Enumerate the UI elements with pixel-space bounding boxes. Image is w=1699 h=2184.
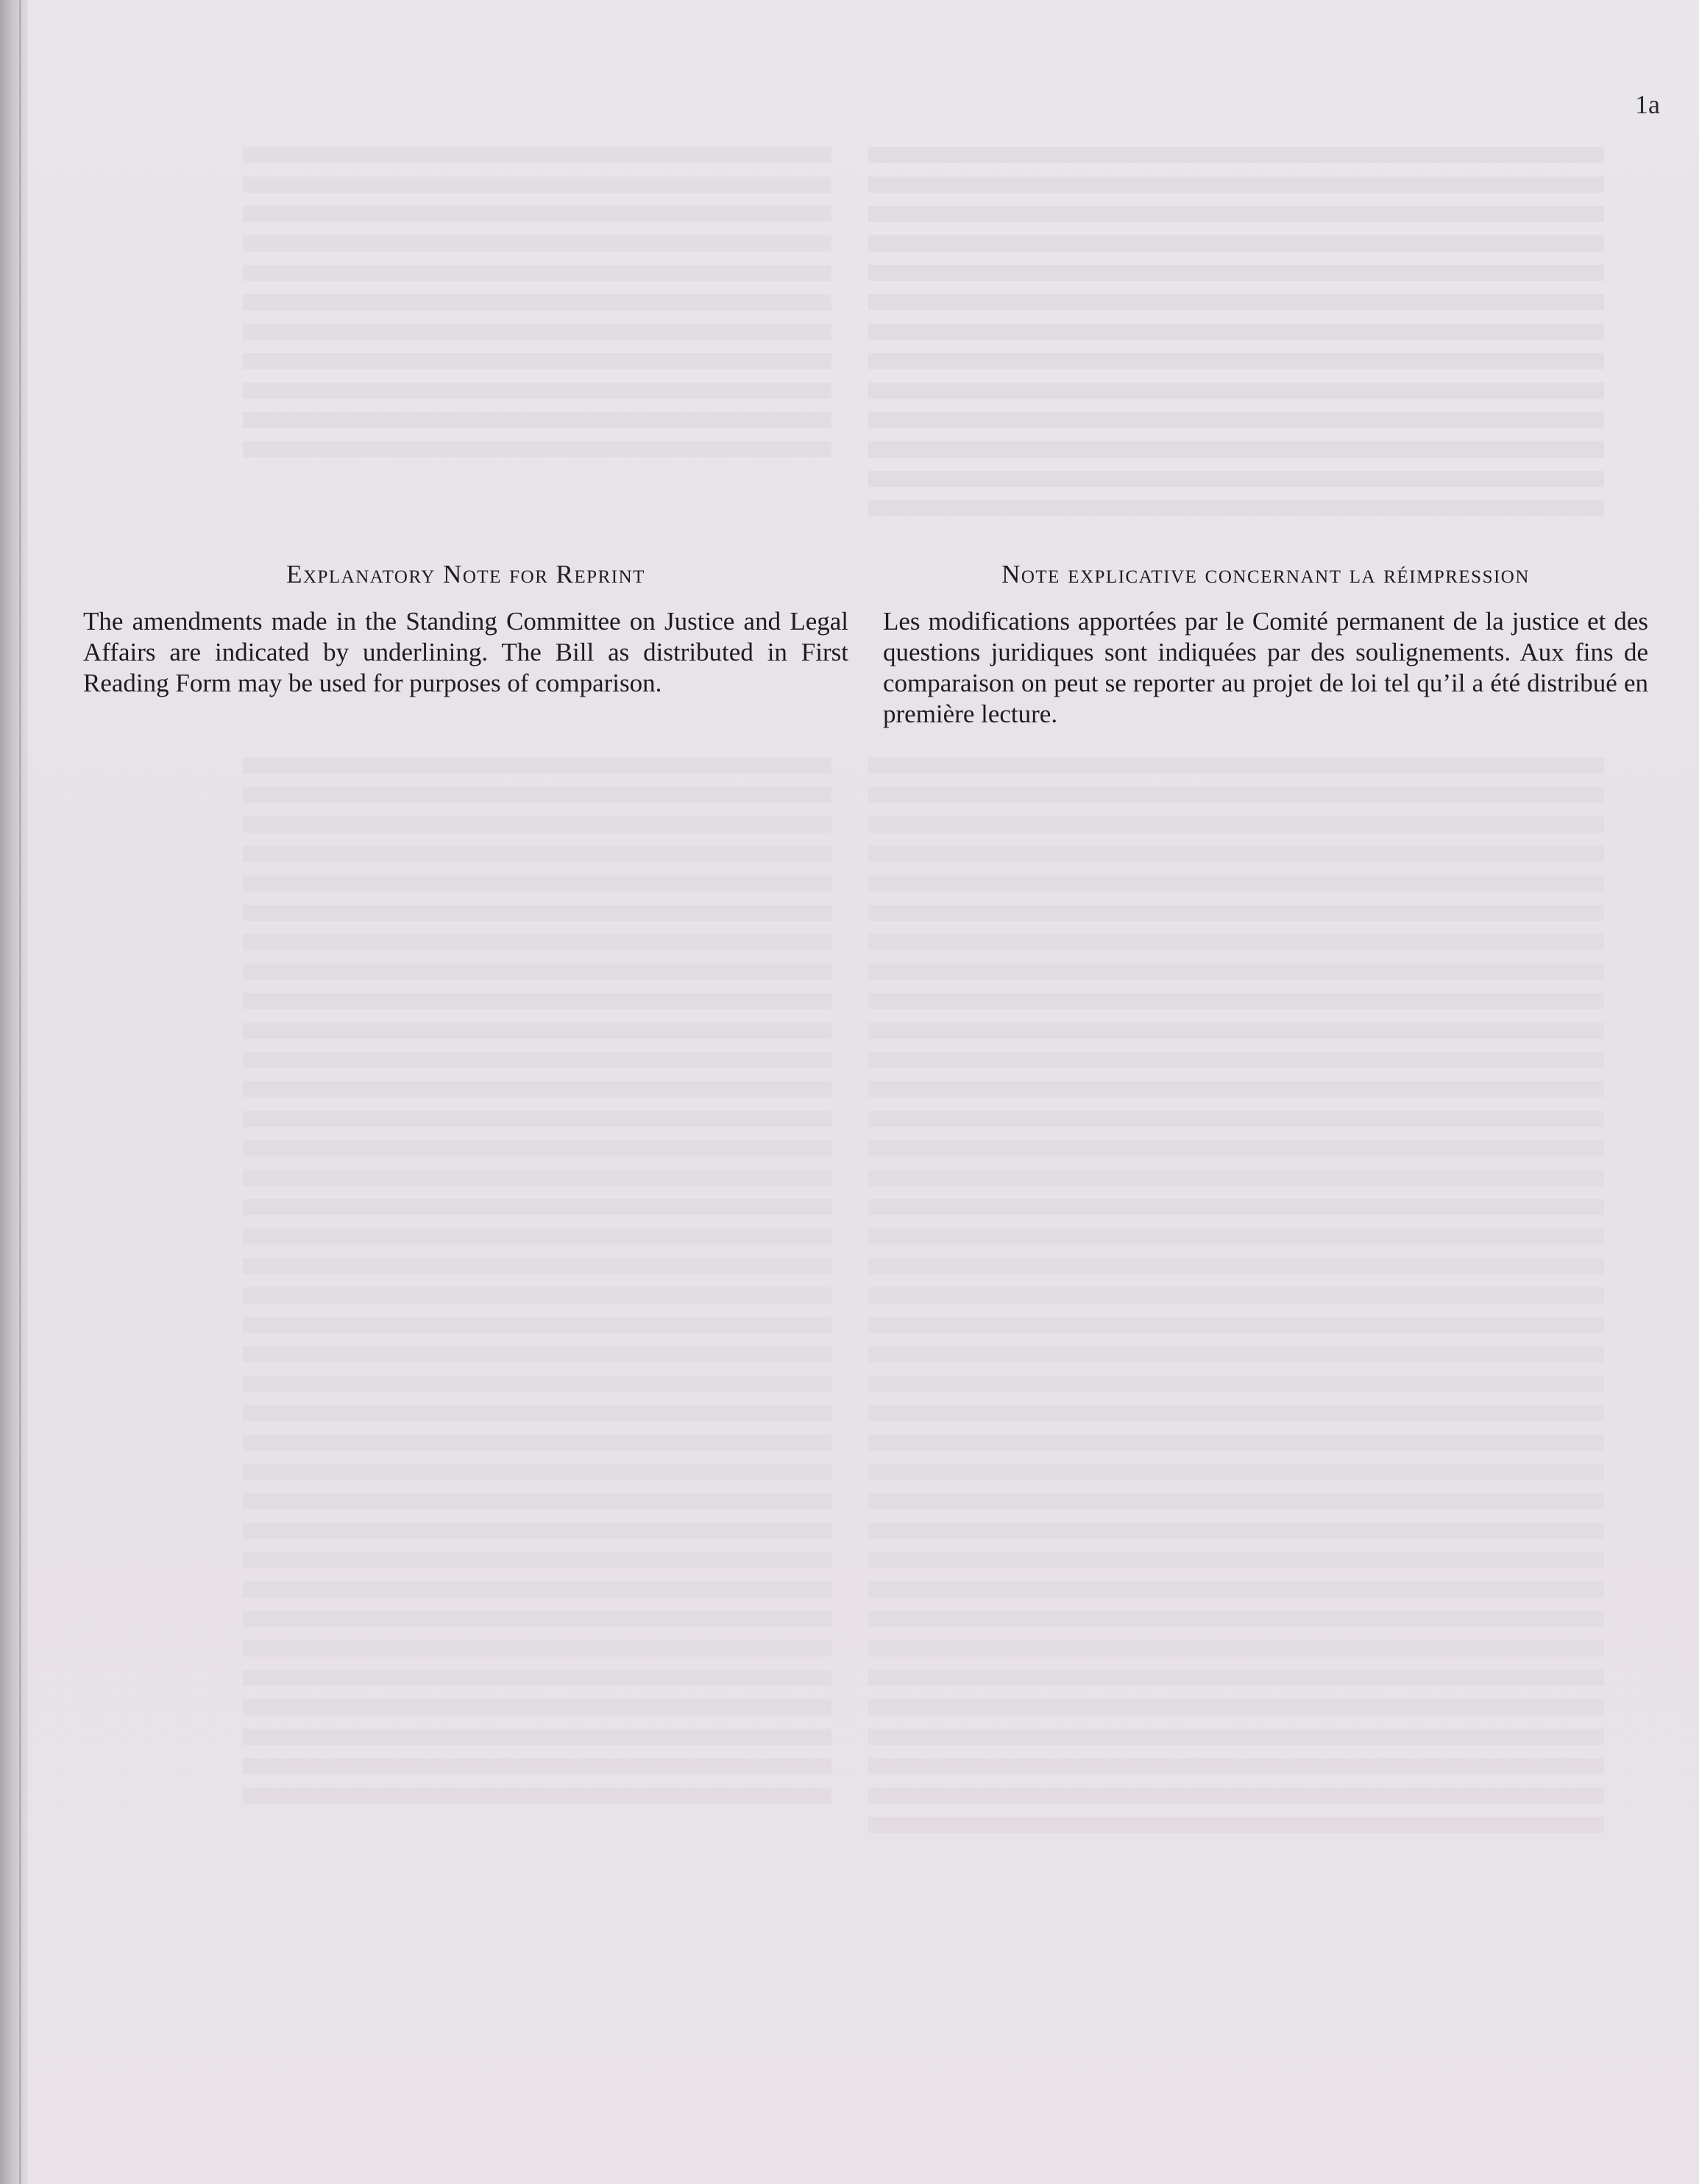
explanatory-note-heading-en: Explanatory Note for Reprint <box>286 560 645 588</box>
explanatory-note-english <box>83 559 848 699</box>
explanatory-note-body-en: The amendments made in the Standing Committee on Justice and Legal Affairs are indicated by underlining. The Bill as distributed in First Reading Form may be used for purposes of comparison. <box>83 607 848 697</box>
page-number: 1a <box>1635 90 1660 119</box>
explanatory-note-body-fr: Les modifications apportées par le Comité permanent de la justice et des questions juridiques sont indiquées par des soulignements. Aux fins de comparaison on peut se reporter au projet de loi tel qu’il a été distribué en première lecture. <box>883 607 1648 728</box>
explanatory-note-french <box>883 559 1648 730</box>
explanatory-note-heading-fr: Note explicative concernant la réimpression <box>1001 560 1530 588</box>
page-binding-line <box>19 0 21 2184</box>
page-binding-edge <box>0 0 28 2184</box>
